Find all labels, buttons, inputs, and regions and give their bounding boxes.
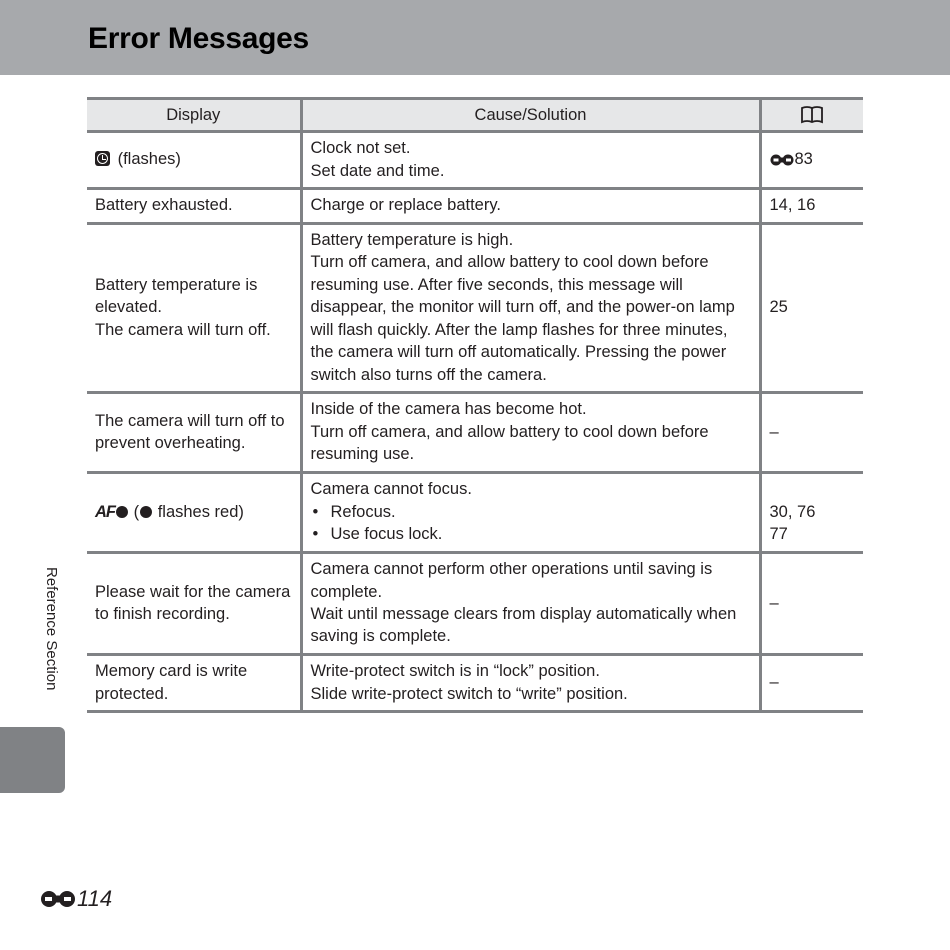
ref-line: 77 xyxy=(769,525,788,544)
table-row xyxy=(87,655,863,712)
ref-cell: 14, 16 xyxy=(760,189,863,224)
ref-cell: – xyxy=(760,553,863,655)
reference-section-icon xyxy=(40,889,76,909)
page-number: 114 xyxy=(77,886,113,911)
display-line: The camera will turn off. xyxy=(95,320,271,339)
display-cell xyxy=(87,473,301,553)
cause-line: Set date and time. xyxy=(310,161,445,180)
footer-page-number xyxy=(40,886,112,912)
ref-text: 83 xyxy=(794,150,813,169)
ref-line: 30, 76 xyxy=(769,502,816,521)
cause-line: Turn off camera, and allow battery to cool down before resuming use. xyxy=(310,422,709,464)
display-cell: The camera will turn off to prevent overheating. xyxy=(87,393,301,473)
reference-section-icon xyxy=(770,153,794,167)
table-row xyxy=(87,189,863,224)
header-display: Display xyxy=(87,99,301,132)
cause-cell xyxy=(301,473,760,553)
table-row xyxy=(87,393,863,473)
cause-line: Clock not set. xyxy=(310,139,411,158)
table-header-row xyxy=(87,99,863,132)
cause-line: Slide write-protect switch to “write” position. xyxy=(310,684,628,703)
display-cell xyxy=(87,224,301,393)
focus-dot-icon xyxy=(116,506,128,518)
cause-cell xyxy=(301,553,760,655)
table-row xyxy=(87,553,863,655)
focus-dot-icon xyxy=(140,506,152,518)
cause-cell xyxy=(301,224,760,393)
ref-cell: – xyxy=(760,393,863,473)
bullet-item: • Use focus lock. xyxy=(311,523,751,545)
cause-cell xyxy=(301,132,760,189)
clock-icon xyxy=(95,151,110,166)
side-section-label: Reference Section xyxy=(43,567,60,691)
ref-line xyxy=(770,478,856,500)
cause-cell xyxy=(301,655,760,712)
cause-cell xyxy=(301,393,760,473)
ref-cell xyxy=(760,132,863,189)
header-cause-solution: Cause/Solution xyxy=(301,99,760,132)
cause-line: Camera cannot focus. xyxy=(310,480,472,499)
book-icon xyxy=(800,106,824,124)
display-cell: Battery exhausted. xyxy=(87,189,301,224)
cause-line: Battery temperature is high. xyxy=(310,231,514,250)
side-section-tab xyxy=(0,727,65,793)
ref-cell xyxy=(760,473,863,553)
cause-line: Write-protect switch is in “lock” position. xyxy=(310,662,600,681)
display-cell xyxy=(87,132,301,189)
cause-line: Turn off camera, and allow battery to cool down before resuming use. After five seconds, this message will disappear, the monitor will turn off, and the power-on lamp will flash quickly. After the lamp flashes for three minutes, the camera will turn off automatically. Pressing the power switch also turns off the camera. xyxy=(310,253,735,384)
page-title: Error Messages xyxy=(88,22,309,55)
table-row xyxy=(87,132,863,189)
cause-line: Inside of the camera has become hot. xyxy=(310,400,587,419)
af-icon: AF xyxy=(95,502,115,521)
cause-line: Camera cannot perform other operations until saving is complete. xyxy=(310,560,713,601)
display-text: (flashes) xyxy=(117,150,181,169)
cause-cell: Charge or replace battery. xyxy=(301,189,760,224)
table-row xyxy=(87,473,863,553)
ref-cell: 25 xyxy=(760,224,863,393)
table-row xyxy=(87,224,863,393)
cause-line: Wait until message clears from display automatically when saving is complete. xyxy=(310,605,737,646)
display-prefix: ( xyxy=(133,502,140,521)
display-cell: Memory card is write protected. xyxy=(87,655,301,712)
header-page-ref xyxy=(760,99,863,132)
ref-cell: – xyxy=(760,655,863,712)
display-cell: Please wait for the camera to finish recording. xyxy=(87,553,301,655)
bullet-item: • Refocus. xyxy=(311,501,751,523)
display-text: flashes red) xyxy=(157,502,244,521)
display-line: Battery temperature is elevated. xyxy=(95,275,258,317)
error-messages-table xyxy=(87,97,863,713)
